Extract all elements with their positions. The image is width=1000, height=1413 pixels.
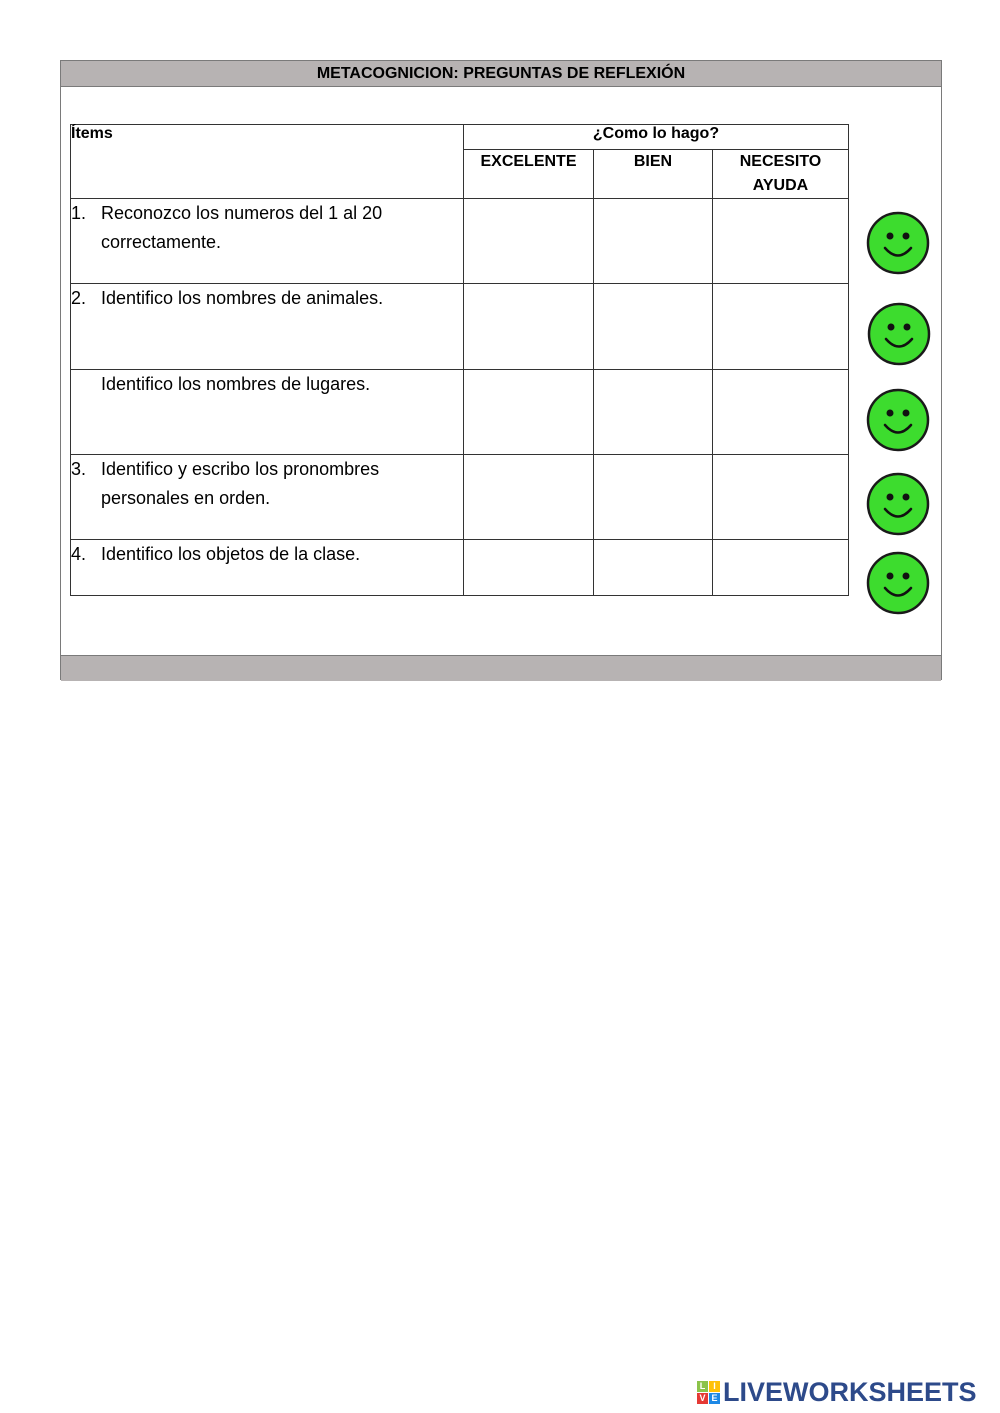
column-bien: BIEN [594,150,713,199]
table-row [71,199,849,284]
smiley-face-icon[interactable] [866,388,930,452]
item-text: Identifico los objetos de la clase. [101,544,361,564]
excelente-cell[interactable] [464,455,594,540]
worksheet-frame [60,60,942,680]
table-row [71,370,849,455]
liveworksheets-logo-icon: L I V E [697,1381,720,1404]
item-text: Identifico los nombres de animales. [101,288,384,308]
item-number: 1. [71,203,87,223]
item-cell [71,370,464,455]
item-number: 3. [71,459,87,479]
excelente-cell[interactable] [464,540,594,596]
excelente-cell[interactable] [464,199,594,284]
worksheet-title: METACOGNICION: PREGUNTAS DE REFLEXIÓN [61,61,941,87]
bien-cell[interactable] [594,199,713,284]
excelente-cell[interactable] [464,370,594,455]
table-row [71,540,849,596]
item-cell [71,455,464,540]
reflection-table [70,124,849,596]
table-row [71,455,849,540]
excelente-cell[interactable] [464,284,594,370]
necesito-ayuda-cell[interactable] [713,370,849,455]
column-excelente: EXCELENTE [464,150,594,199]
items-header: Ítems [71,125,464,199]
item-cell [71,199,464,284]
item-text: Reconozco los numeros del 1 al 20 correctamente. [101,203,383,252]
bien-cell[interactable] [594,284,713,370]
bien-cell[interactable] [594,370,713,455]
item-number: 4. [71,544,87,564]
necesito-ayuda-cell[interactable] [713,284,849,370]
item-number: 2. [71,288,87,308]
necesito-ayuda-cell[interactable] [713,455,849,540]
necesito-ayuda-cell[interactable] [713,199,849,284]
item-cell [71,284,464,370]
table-row [71,284,849,370]
bien-cell[interactable] [594,540,713,596]
smiley-face-icon[interactable] [866,211,930,275]
item-number [71,370,101,399]
how-do-i-do-header: ¿Como lo hago? [464,125,849,150]
smiley-face-icon[interactable] [866,551,930,615]
necesito-ayuda-cell[interactable] [713,540,849,596]
item-text: Identifico y escribo los pronombres personales en orden. [101,459,380,508]
smiley-face-icon[interactable] [866,472,930,536]
item-text: Identifico los nombres de lugares. [101,374,371,394]
smiley-face-icon[interactable] [867,302,931,366]
liveworksheets-logo [697,1377,977,1408]
bien-cell[interactable] [594,455,713,540]
column-necesito-ayuda: NECESITO AYUDA [713,150,849,199]
item-cell [71,540,464,596]
brand-text: LIVEWORKSHEETS [723,1377,977,1407]
worksheet-footer-bar [61,655,941,681]
